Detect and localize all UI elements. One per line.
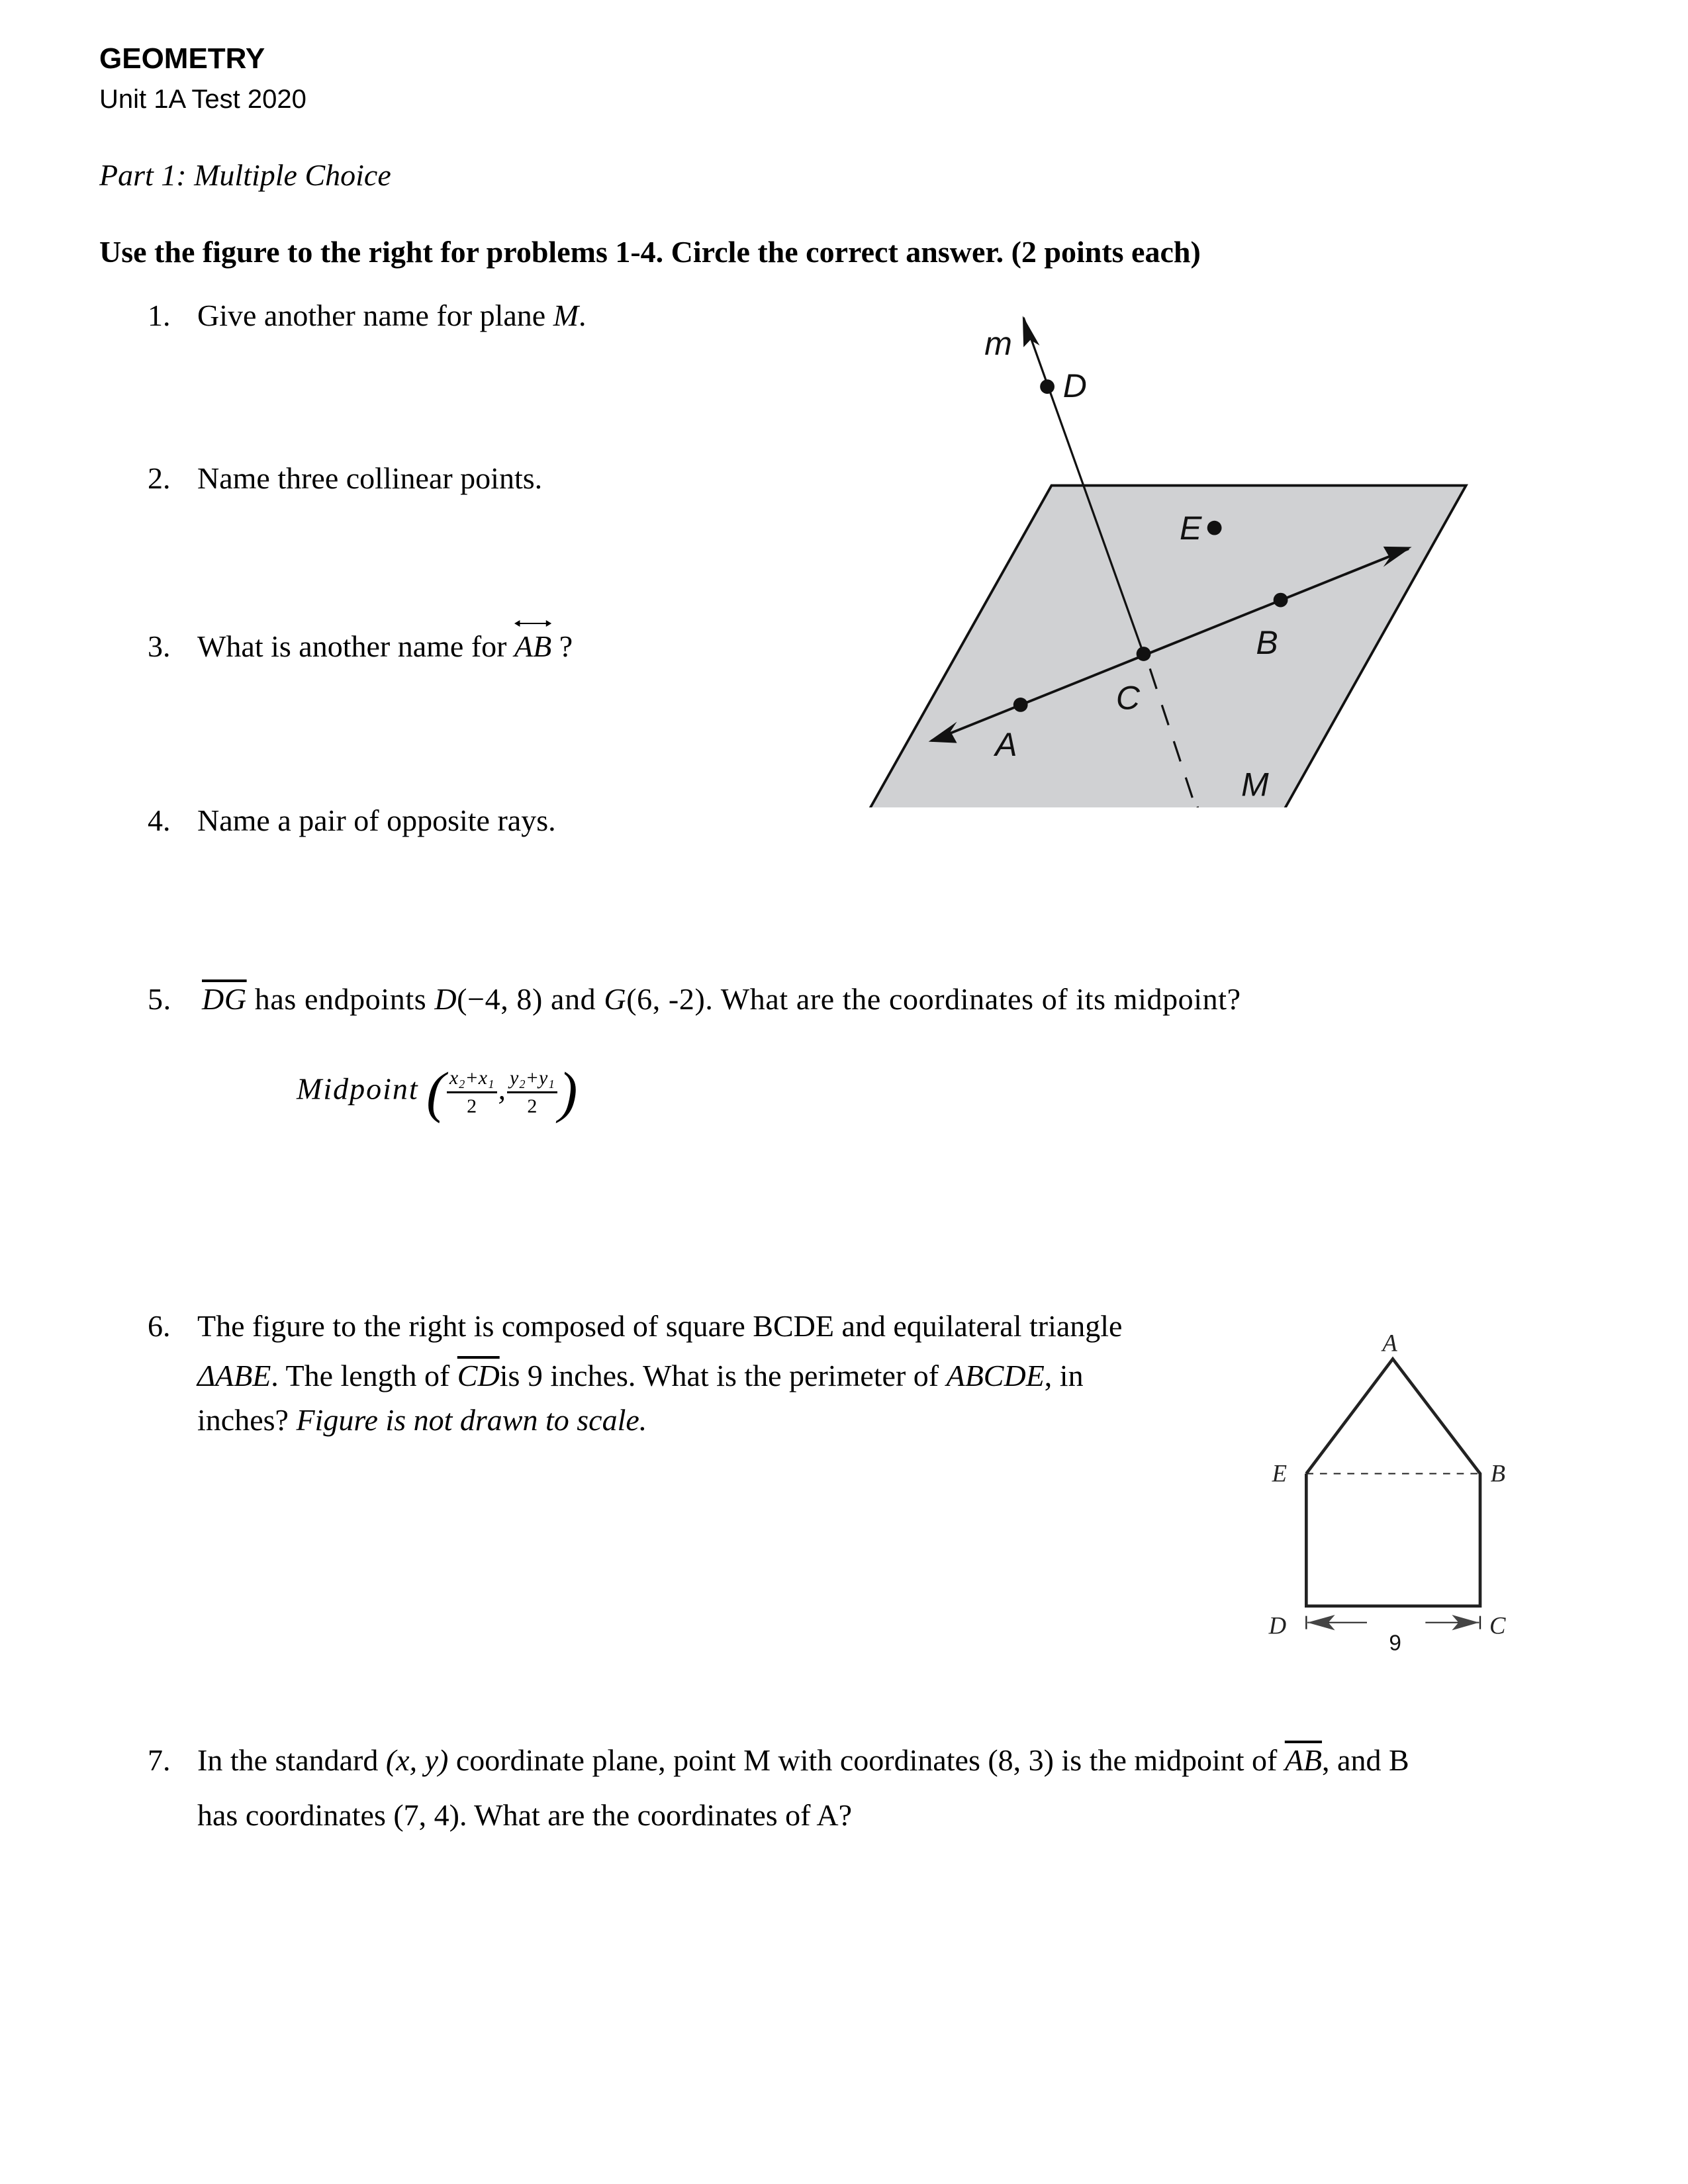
formula-y-numerator: y₂+y₁ [507,1065,557,1093]
q-number: 6. [148,1309,171,1343]
plane-figure [827,291,1489,807]
q-number: 7. [148,1743,171,1777]
q-text: . The length of [271,1359,457,1392]
q-number: 4. [148,803,171,837]
arrowhead-up [1023,316,1040,347]
label-B: B [1256,623,1278,661]
q-text: has endpoints [246,982,435,1016]
label-m: m [984,325,1012,363]
label-M: M [1241,766,1269,803]
q-text: , in [1044,1359,1084,1392]
q-number: 3. [148,629,171,663]
q-text: is 9 inches. What is the perimeter of [499,1359,947,1392]
segment: $\overline{AB}$ [1284,1743,1323,1777]
doc-subtitle: Unit 1A Test 2020 [99,85,306,114]
formula-label: Midpoint [297,1071,419,1106]
label-B: B [1490,1459,1506,1487]
segment: $\overline{DG}$ [202,982,247,1016]
q-var: ΔABE [197,1359,271,1392]
label-E: E [1180,509,1202,547]
q-text: coordinate plane, point M with coordinates (8, 3) is the midpoint of [448,1743,1285,1777]
q-text: Name a pair of opposite rays. [197,803,556,837]
q-end: ? [551,629,573,663]
segment: $\overline{CD}$ [457,1359,500,1392]
q-text: inches? [197,1403,297,1437]
q-text: In the standard [197,1743,386,1777]
q-text: What is another name for [197,629,514,663]
q-text: Give another name for plane [197,298,553,332]
label-E: E [1272,1459,1288,1487]
pentagon-outline [1306,1359,1480,1606]
q-number: 1. [148,298,171,332]
label-D: D [1062,367,1087,405]
q-text: (−4, 8) and [457,982,604,1016]
label-C: C [1115,679,1141,717]
label-A: A [1382,1329,1397,1357]
q-number: 5. [148,982,171,1016]
formula-denominator: 2 [467,1095,477,1117]
formula-x-numerator: x₂+x₁ [447,1065,497,1093]
q-text: (6, -2). What are the coordinates of its midpoint? [626,982,1241,1016]
label-C: C [1489,1612,1506,1639]
formula-denominator: 2 [527,1095,538,1117]
part-heading: Part 1: Multiple Choice [99,158,391,192]
midpoint-formula: Midpoint ( $\frac{\text{x₂+x₁}}{2}$ , $\frac{\text{y₂+y₁}}{2}$ ) [297,1060,578,1124]
pentagon-figure [1225,1297,1523,1674]
q-text: has coordinates (7, 4). What are the coordinates of A? [197,1798,853,1832]
q-note: Figure is not drawn to scale. [296,1403,647,1437]
q-var: D [434,982,457,1016]
label-D: D [1268,1612,1287,1639]
q-text: Name three collinear points. [197,461,543,495]
label-A: A [995,725,1017,763]
line-arrow-icon [514,618,551,629]
q-number: 2. [148,461,171,495]
doc-title: GEOMETRY [99,42,265,75]
q-text: , and B [1322,1743,1409,1777]
instructions: Use the figure to the right for problems 1-4. Circle the correct answer. (2 points each) [99,235,1201,269]
length-label: 9 [1389,1631,1401,1656]
q-end: . [579,298,586,332]
q-text: The figure to the right is composed of square BCDE and equilateral triangle [197,1309,1123,1343]
q-var: G [604,982,627,1016]
q-var: AB [514,629,552,663]
q-var: M [553,298,579,332]
q-var: ABCDE [946,1359,1045,1392]
q-var: (x, y) [385,1743,449,1777]
